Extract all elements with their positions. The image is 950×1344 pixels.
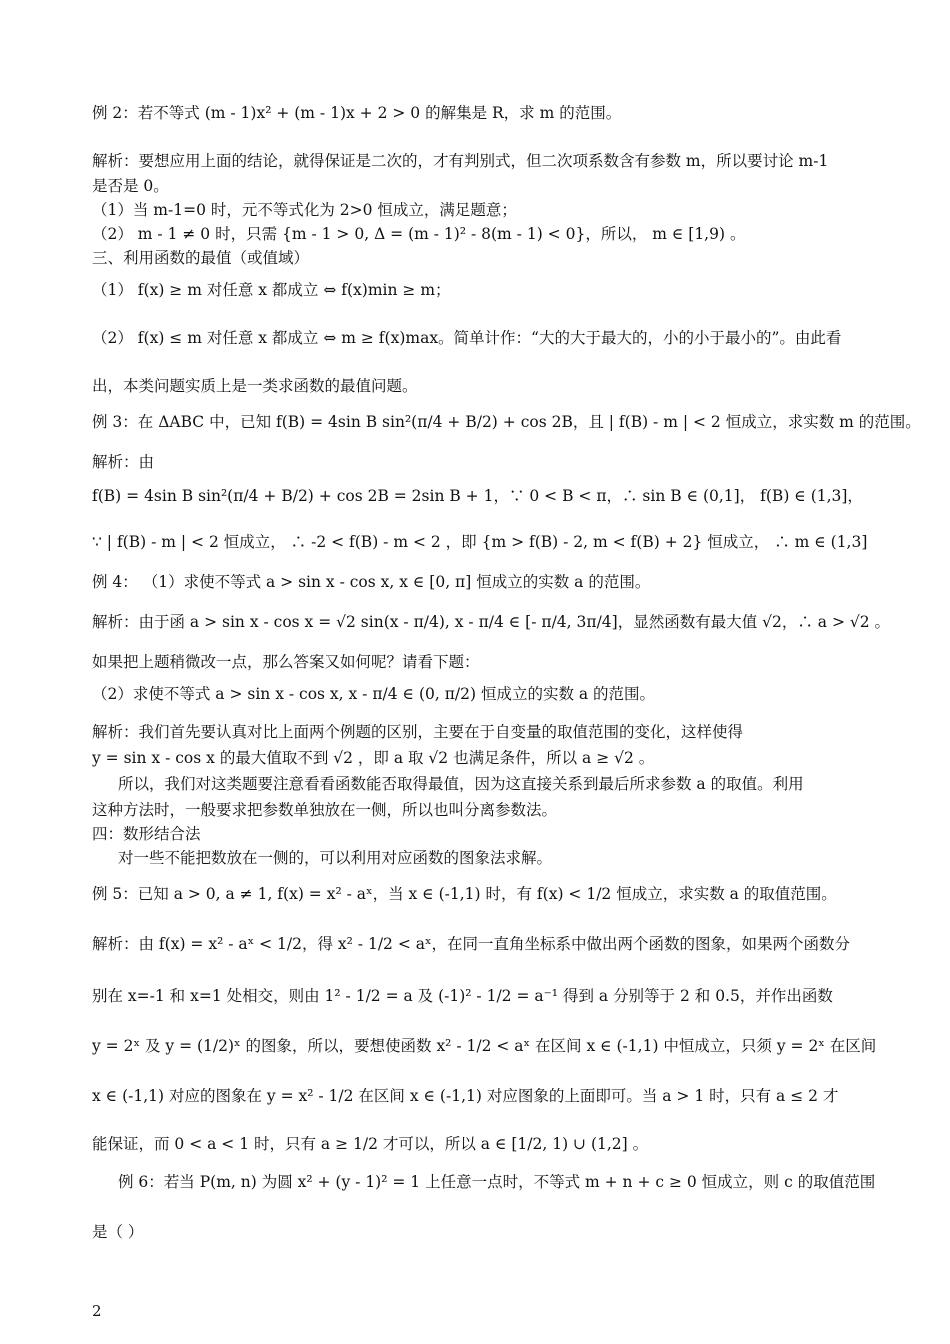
case-1-line: （1）当 m-1=0 时，元不等式化为 2>0 恒成立，满足题意； xyxy=(92,201,517,219)
paragraph-line: 所以，我们对这类题要注意看看函数能否取得最值，因为这直接关系到最后所求参数 a 的取值。利用 xyxy=(118,775,804,793)
case-2-line: （2） m - 1 ≠ 0 时，只需 {m - 1 > 0, Δ = (m - 1)² - 8(m - 1) < 0}，所以， m ∈ [1,9) 。 xyxy=(92,225,746,243)
analysis-line: 解析：我们首先要认真对比上面两个例题的区别，主要在于自变量的取值范围的变化，这样使得 xyxy=(92,723,744,741)
section-4-heading: 四：数形结合法 xyxy=(92,825,201,843)
analysis-line: 解析：由于函 a > sin x - cos x = √2 sin(x - π/4), x - π/4 ∈ [- π/4, 3π/4]，显然函数有最大值 √2，∴ a > √2 。 xyxy=(92,613,891,631)
analysis-line: 解析：由 xyxy=(92,453,155,471)
text-line: 出，本类问题实质上是一类求函数的最值问题。 xyxy=(92,377,418,395)
text-line: 是否是 0。 xyxy=(92,177,169,195)
text-line: 这种方法时，一般要求把参数单独放在一侧，所以也叫分离参数法。 xyxy=(92,801,558,819)
analysis-line: 解析：要想应用上面的结论，就得保证是二次的，才有判别式，但二次项系数含有参数 m，所以要讨论 m-1 xyxy=(92,152,829,170)
text-line: 如果把上题稍微改一点，那么答案又如何呢？请看下题： xyxy=(92,653,480,671)
example-4-line: 例 4： （1）求使不等式 a > sin x - cos x, x ∈ [0, π] 恒成立的实数 a 的范围。 xyxy=(92,573,651,591)
example-2-line: 例 2：若不等式 (m - 1)x² + (m - 1)x + 2 > 0 的解集是 R，求 m 的范围。 xyxy=(92,104,622,122)
text-line: 能保证，而 0 < a < 1 时，只有 a ≥ 1/2 才可以，所以 a ∈ [1/2, 1) ∪ (1,2] 。 xyxy=(92,1135,649,1153)
page-number: 2 xyxy=(92,1302,102,1320)
paragraph-line: 对一些不能把数放在一侧的，可以利用对应函数的图象法求解。 xyxy=(118,849,553,867)
text-line: y = sin x - cos x 的最大值取不到 √2 ，即 a 取 √2 也满足条件，所以 a ≥ √2 。 xyxy=(92,749,655,767)
rule-2-line: （2） f(x) ≤ m 对任意 x 都成立 ⇔ m ≥ f(x)max。简单计作：“大的大于最大的，小的小于最小的”。由此看 xyxy=(92,329,842,347)
text-line: x ∈ (-1,1) 对应的图象在 y = x² - 1/2 在区间 x ∈ (-1,1) 对应图象的上面即可。当 a > 1 时，只有 a ≤ 2 才 xyxy=(92,1087,839,1105)
rule-1-line: （1） f(x) ≥ m 对任意 x 都成立 ⇔ f(x)min ≥ m； xyxy=(92,281,451,299)
text-line: 别在 x=-1 和 x=1 处相交，则由 1² - 1/2 = a 及 (-1)² - 1/2 = a⁻¹ 得到 a 分别等于 2 和 0.5，并作出函数 xyxy=(92,987,833,1005)
section-3-heading: 三、利用函数的最值（或值域） xyxy=(92,249,310,267)
text-line: 是（ ） xyxy=(92,1223,144,1241)
formula-line: ∵ | f(B) - m | < 2 恒成立， ∴ -2 < f(B) - m < 2 ，即 {m > f(B) - 2, m < f(B) + 2} 恒成立， ∴ m ∈ (1,3] xyxy=(92,533,868,551)
formula-line: f(B) = 4sin B sin²(π/4 + B/2) + cos 2B = 2sin B + 1，∵ 0 < B < π，∴ sin B ∈ (0,1]， f(B) ∈ (1,3]， xyxy=(92,487,863,505)
example-3-line: 例 3：在 ΔABC 中，已知 f(B) = 4sin B sin²(π/4 + B/2) + cos 2B，且 | f(B) - m | < 2 恒成立，求实数 m 的范围。 xyxy=(92,413,921,431)
example-4-part-2-line: （2）求使不等式 a > sin x - cos x, x - π/4 ∈ (0, π/2) 恒成立的实数 a 的范围。 xyxy=(92,685,656,703)
example-5-line: 例 5：已知 a > 0, a ≠ 1, f(x) = x² - aˣ，当 x ∈ (-1,1) 时，有 f(x) < 1/2 恒成立，求实数 a 的取值范围。 xyxy=(92,885,837,903)
example-6-line: 例 6：若当 P(m, n) 为圆 x² + (y - 1)² = 1 上任意一点时，不等式 m + n + c ≥ 0 恒成立，则 c 的取值范围 xyxy=(118,1173,876,1191)
text-line: y = 2ˣ 及 y = (1/2)ˣ 的图象，所以，要想使函数 x² - 1/2 < aˣ 在区间 x ∈ (-1,1) 中恒成立，只须 y = 2ˣ 在区间 xyxy=(92,1037,877,1055)
analysis-line: 解析：由 f(x) = x² - aˣ < 1/2，得 x² - 1/2 < aˣ，在同一直角坐标系中做出两个函数的图象，如果两个函数分 xyxy=(92,935,851,953)
